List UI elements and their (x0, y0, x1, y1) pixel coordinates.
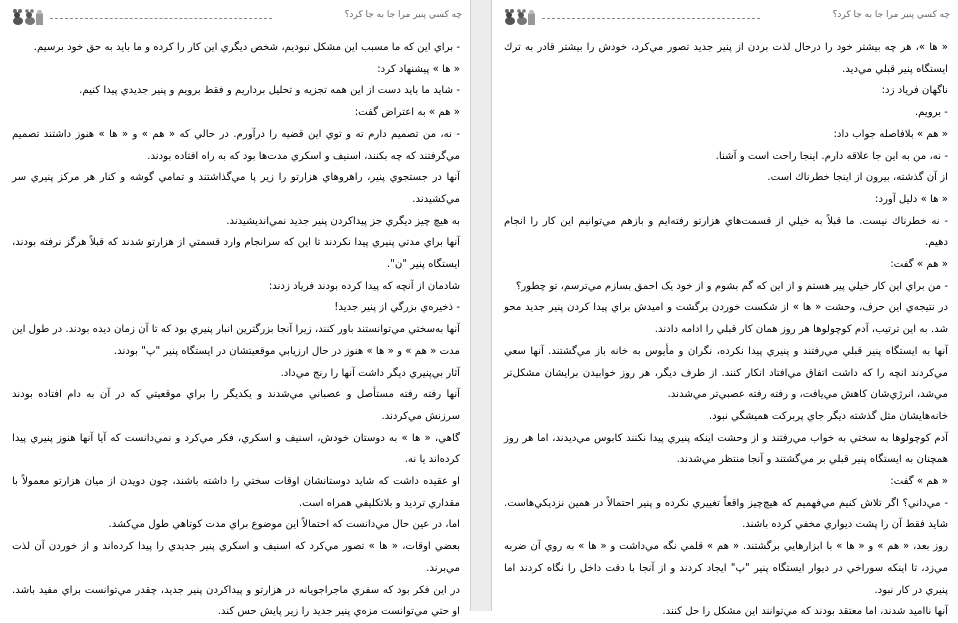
left-page (0, 0, 470, 618)
paragraph: در اين فكر بود كه سفري ماجراجويانه در هزارتو و پيداكردن پنير جديد، چقدر مي‌توانست براي مفيد باشد. او حتي مي‌توانست مزه‌ي پنير جديد را زير پايش حس كند. (12, 584, 460, 618)
page-body-text (504, 37, 948, 623)
paragraph: « هم » گفت: (890, 476, 948, 488)
header-rule (50, 18, 272, 19)
paragraph: از آن گذشته، بيرون از اينجا خطرناك است. (767, 172, 948, 184)
paragraph: شادمان از آنچه كه پيدا كرده بودند فرياد زدند: (268, 280, 460, 292)
paragraph: آنها نااميد شدند، اما معتقد بودند كه مي‌توانند اين مشكل را حل كنند. (662, 606, 948, 618)
paragraph: - ذخيره‌ي بزرگي از پنير جديد! (334, 302, 460, 314)
paragraph: در نتيجه‌ي اين حرف، وحشت « ها » از شكست خوردن برگشت و اميدش براي پيدا كردن پنير جديد محو شد. به اين ترتيب، آدم كوچولوها هر روز همان كار قبلي را ادامه دادند. (504, 302, 948, 336)
paragraph: او عقيده داشت كه شايد دوستانشان اوقات سختي را داشته باشند، چون دويدن از ميان هزارتو معمولاً با مقداري ترديد و بلاتكليفي همراه است. (12, 476, 460, 509)
paragraph: خانه‌هايشان مثل گذشته ديگر جاي پربركت هميشگي نبود. (708, 410, 948, 422)
paragraph: « ها » دليل آورد: (875, 193, 948, 205)
paragraph: - نه، من تصميم دارم ته و توي اين قضيه را درآورم. در حالي كه « هم » و « ها » هنوز داشتند تصميم مي‌گرفتند كه چه بكنند، اسنيف و اسكري مدت‌ها بود كه به راه افتاده بودند. (12, 128, 460, 162)
paragraph: - شايد ما بايد دست از اين همه تجزيه و تحليل برداريم و فقط برويم و پنير جديدي پيدا كنيم. (79, 85, 460, 97)
paragraph: - من براي اين كار خيلي پير هستم و از اين كه گم بشوم و از خود يک احمق بسازم مي‌ترسم، تو چطور؟ (515, 280, 948, 292)
paragraph: « ها »، هر چه بيشتر خود را درحال لذت بردن از پنير جديد تصور مي‌كرد، خودش را بيشتر قادر به ترك ايستگاه پنير قبلي مي‌ديد. (504, 42, 948, 75)
page-header (12, 6, 462, 30)
paragraph: بعضي اوقات، « ها » تصور مي‌كرد كه اسنيف و اسكري پنير جديدي را پيدا كرده‌اند و از خوردن آن لذت مي‌برند. (12, 541, 460, 574)
page-body-text (12, 37, 460, 623)
page-gutter (470, 0, 492, 611)
paragraph: آنها به ايستگاه پنير قبلي مي‌رفتند و پنيري پيدا نكرده، نگران و مأيوس به خانه باز مي‌گشتند. آنها سعي مي‌كردند انچه را كه داشت اتفاق مي‌افتاد انكار كنند. از طرف ديگر، هر روز خوابيدن برايشان مشكل‌تر مي‌شد، انرژي‌شان كاهش مي‌يافت، و رفته رفته عصبي‌تر مي‌شدند. (504, 345, 948, 401)
paragraph: « ها » پيشنهاد كرد: (377, 63, 460, 75)
paragraph: - نه، من به اين جا علاقه دارم. اينجا راحت است و آشنا. (715, 150, 948, 162)
paragraph: - برويم. (914, 107, 948, 119)
paragraph: « هم » به اعتراض گفت: (354, 107, 460, 119)
paragraph: آنها براي مدتي پنيري پيدا نكردند تا اين كه سرانجام وارد قسمتي از هزارتو شدند كه قبلاً هرگز نرفته بودند، ايستگاه پنير "ن". (12, 237, 460, 271)
paragraph: « هم » گفت: (890, 259, 948, 271)
paragraph: ناگهان فرياد زد: (881, 85, 948, 97)
right-page (492, 0, 958, 618)
paragraph: - نه خطرناك نيست. ما قبلاً به خيلي از قسمت‌هاي هزارتو رفته‌ايم و بازهم مي‌توانيم اين كار را انجام دهيم. (504, 215, 948, 249)
header-title: چه کسي پنير مرا جا به جا کرد؟ (344, 10, 462, 20)
paragraph: آنها رفته رفته مستأصل و عصباني مي‌شدند و يكديگر را براي موقعيتي كه در آن به دام افتاده بودند سرزنش مي‌كردند. (12, 389, 460, 422)
mice-logo-icon (504, 8, 536, 26)
paragraph: آنها در جستجوي پنير، راهروهاي هزارتو را زير پا مي‌گذاشتند و تمامي گوشه و كنار هر مركز پنيري سر مي‌كشيدند. (12, 172, 460, 205)
mice-logo-icon (12, 8, 44, 26)
page-header (504, 6, 950, 30)
paragraph: آنها به‌سختي مي‌توانستند باور كنند، زيرا آنجا بزرگترين انبار پنيري بود كه تا آن زمان ديده بودند. در طول اين مدت « هم » و « ها » هنوز در حال ارزيابي موقعيتشان در ايستگاه پنير "پ" بودند. (11, 324, 460, 357)
paragraph: « هم » بلافاصله جواب داد: (833, 128, 948, 140)
paragraph: - براي اين كه ما مسبب اين مشكل نبوديم، شخص ديگري اين كار را كرده و ما بايد به حق خود برسيم. (33, 42, 460, 53)
paragraph: اما، در عين حال مي‌دانست كه احتمالاً اين موضوع براي مدت كوتاهي طول مي‌كشد. (108, 519, 460, 531)
header-title: چه کسي پنير مرا جا به جا کرد؟ (832, 10, 950, 20)
paragraph: به هيچ چيز ديگري جز پيداكردن پنير جديد نمي‌انديشيدند. (226, 215, 460, 227)
paragraph: آدم كوچولوها به سختي به خواب مي‌رفتند و از وحشت اينكه پنيري پيدا نكنند كابوس مي‌ديدند، اما هر روز همچنان به ايستگاه پنير قبلي بر مي‌گشتند و آنجا منتظر مي‌شدند. (504, 432, 948, 466)
paragraph: - مي‌داني؟ اگر تلاش كنيم مي‌فهميم كه هيچ‌چيز واقعاً تغييري نكرده و پنير احتمالاً در همين نزديكي‌هاست. شايد فقط آن را پشت ديواري مخفي كرده باشند. (504, 497, 948, 531)
header-rule (542, 18, 760, 19)
paragraph: آثار بي‌پنيري ديگر داشت آنها را رنج مي‌داد. (280, 367, 460, 379)
paragraph: روز بعد، « هم » و « ها » با ابزارهايي برگشتند. « هم » قلمي نگه مي‌داشت و « ها » به روي آن ضربه مي‌زد، تا اينكه سوراخي در ديوار ايستگاه پنير "پ" ايجاد كردند و از آنجا با دقت داخل را نگاه كردند اما پنيري در كار نبود. (504, 541, 948, 596)
paragraph: گاهي، « ها » به دوستان خودش، اسنيف و اسكري، فكر مي‌كرد و نمي‌دانست كه آيا آنها هنوز پنيري پيدا كرده‌اند يا نه. (12, 432, 460, 466)
